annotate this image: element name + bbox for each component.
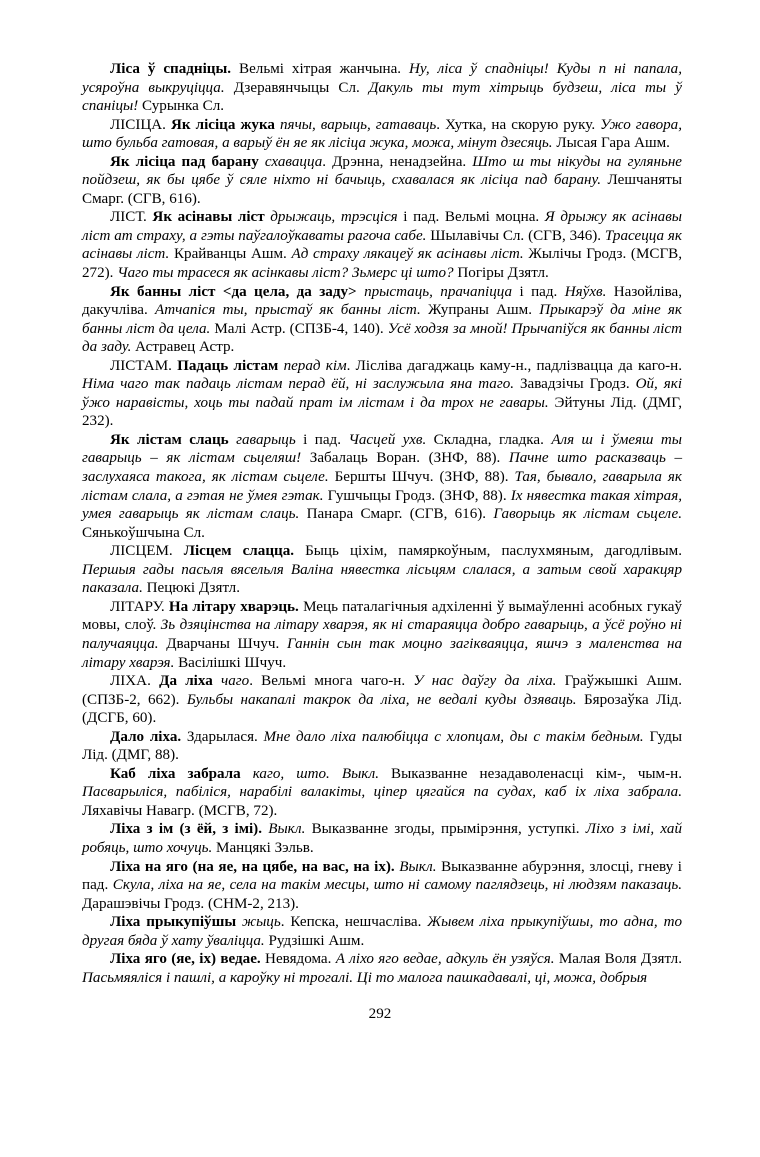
entry-grammar-note: Выкл. xyxy=(394,858,437,875)
entry-grammar-note: каго, што. Выкл. xyxy=(240,765,380,782)
entry-text: . Вельмі многа чаго-н. xyxy=(249,673,414,690)
entry-example: Ганнін сын так моцно загікваяцца, яшчэ з маленства на літару хварэя. xyxy=(82,635,682,671)
dictionary-entry xyxy=(82,913,682,950)
entry-idiom: Ліса ў спадніцы. xyxy=(110,61,232,77)
entry-text: Малая Воля Дзятл. xyxy=(554,951,682,968)
entry-text: . Кепска, нешчасліва. xyxy=(280,914,428,931)
entry-example: Гаворыць як лістам сьцеле. xyxy=(493,506,682,523)
dictionary-entry xyxy=(82,283,682,357)
entry-example: Пасьмяяліся і пашлі, а кароўку ні трогалі. Ці то малога пашкадавалі, ці, можа, добрыя xyxy=(82,969,648,986)
entry-text: Выказванне абурэння, злосці, гневу і пад. xyxy=(82,858,682,894)
entry-headword: ЛІСТАМ. xyxy=(110,357,178,374)
entry-text: Васілішкі Шчуч. xyxy=(174,654,287,671)
entry-example: Прыкарэў да міне як банны ліст да цела. xyxy=(82,302,682,337)
entry-text: і пад. Вельмі моцна. xyxy=(397,209,545,226)
entry-text: Гуды Лід. (ДМГ, 88). xyxy=(82,728,683,764)
entry-example: Аля ш і ўмеяш ты гаварыць – як лістам сьцеляш! xyxy=(82,431,683,467)
entry-grammar-note: чаго xyxy=(212,673,250,690)
entry-text: і пад. xyxy=(512,283,565,300)
entry-example: Мне дало ліха палюбіцца с хлопцам, ды с такім бедным. xyxy=(263,728,644,745)
entry-example: Чаго ты трасеся як асінкавы ліст? Зьмерс ці што? xyxy=(117,265,454,282)
page-text-column xyxy=(82,60,682,987)
entry-grammar-note: дрыжаць, трэсціся xyxy=(264,209,398,226)
entry-text: Лешчаняты Смарг. (СГВ, 616). xyxy=(82,172,682,207)
entry-text: Невядома. xyxy=(260,951,336,968)
entry-headword: ЛІСТ. xyxy=(110,209,153,226)
entry-example: Зь дзяцінства на літару хварэя, як ні стараяцца добро гаварыць, а ўсё роўно ні палучаяцца. xyxy=(82,617,682,652)
entry-text: і пад. xyxy=(295,431,349,448)
entry-text: Гушчыцы Гродз. (ЗНФ, 88). xyxy=(323,487,511,504)
entry-example: Атчапіся ты, прыстаў як банны ліст. xyxy=(155,302,421,319)
dictionary-entry xyxy=(82,153,682,209)
entry-text: Сурынка Сл. xyxy=(138,98,225,115)
entry-headword: ЛІСІЦА. xyxy=(110,116,171,133)
entry-example: Ад страху лякацеў як асінавы ліст. xyxy=(291,246,524,263)
entry-idiom: Падаць лістам xyxy=(177,357,279,374)
entry-example: Тая, бывало, гаварыла як лістам слала, а гэтая не ўмея гэтак. xyxy=(82,469,682,504)
entry-grammar-note: схавацца xyxy=(258,153,323,170)
entry-example: Скула, ліха на яе, села на такім месцы, што ні самому паглядзець, ні людзям паказаць. xyxy=(112,877,682,894)
entry-text: Астравец Астр. xyxy=(131,339,235,356)
entry-idiom: На літару хварэць. xyxy=(168,598,299,615)
dictionary-entry xyxy=(82,116,682,153)
dictionary-entry xyxy=(82,820,682,857)
dictionary-entry xyxy=(82,728,682,765)
entry-example: У нас даўгу да ліха. xyxy=(413,673,557,690)
entry-text: Крайванцы Ашм. xyxy=(169,246,292,263)
dictionary-entry xyxy=(82,431,682,542)
entry-example: Усё ходзя за мной! Прычапіўся як банны ліст да заду. xyxy=(82,320,682,356)
entry-idiom: Як банны ліст <да цела, да заду> xyxy=(110,283,357,300)
entry-example: Ліхо з імі, хай робяць, што хочуць. xyxy=(82,821,683,856)
entry-idiom: Ліха на яго (на яе, на цябе, на вас, на іх). xyxy=(110,858,395,875)
entry-grammar-note: пячы, варыць, гатаваць xyxy=(274,116,437,133)
entry-idiom: Дало ліха. xyxy=(110,728,182,745)
entry-text: Пецюкі Дзятл. xyxy=(142,580,240,597)
entry-text: Граўжышкі Ашм. (СПЗБ-2, 662). xyxy=(82,673,682,708)
dictionary-entry xyxy=(82,357,682,431)
entry-text: Ляхавічы Навагр. (МСГВ, 72). xyxy=(82,802,278,819)
entry-text: Жупраны Ашм. xyxy=(420,302,540,319)
entry-grammar-note: Няўхв. xyxy=(564,283,607,300)
entry-idiom: Да ліха xyxy=(159,673,213,690)
entry-text: Завадзічы Гродз. xyxy=(514,376,636,393)
entry-text: Малі Астр. (СПЗБ-4, 140). xyxy=(210,320,388,337)
entry-grammar-note: Выкл. xyxy=(262,821,306,838)
entry-text: Бярозаўка Лід. (ДСГБ, 60). xyxy=(82,691,682,727)
entry-grammar-note: гаварыць xyxy=(228,431,296,448)
entry-text: Выказванне незадаволенасці кім-, чым-н. xyxy=(379,765,682,782)
dictionary-entry xyxy=(82,765,682,821)
entry-example: Я дрыжу як асінавы ліст ат страху, а гэты паўгалоўкаваты рагоча сабе. xyxy=(82,209,682,244)
entry-idiom: Як асінавы ліст xyxy=(152,209,265,226)
entry-text: Бершты Шчуч. (ЗНФ, 88). xyxy=(328,469,515,486)
dictionary-entry xyxy=(82,950,682,987)
entry-example: Першыя гады пасьля вясельля Валіна нявестка лісьцям слалася, а затым свой харакцяр паказала. xyxy=(82,561,682,597)
entry-headword: ЛІХА. xyxy=(110,673,160,690)
entry-example: Жывем ліха прыкупіўшы, то адна, то другая бяда ў хату ўваліцца. xyxy=(82,914,683,949)
entry-text: Рудзішкі Ашм. xyxy=(264,932,365,949)
dictionary-entry xyxy=(82,672,682,728)
page-number: 292 xyxy=(368,1006,392,1022)
entry-example: Німа чаго так падаць лістам перад ёй, ні заслужыла яна таго. xyxy=(82,376,515,393)
entry-headword: ЛІСЦЕМ. xyxy=(110,543,184,560)
entry-grammar-note: перад кім xyxy=(278,357,347,374)
entry-text: Здарылася. xyxy=(181,728,264,745)
entry-idiom: Ліха яго (яе, іх) ведае. xyxy=(110,951,261,968)
entry-text: Дарашэвічы Гродз. (СНМ-2, 213). xyxy=(82,895,299,912)
entry-text: Шылавічы Сл. (СГВ, 346). xyxy=(426,227,605,244)
entry-example: А ліхо яго ведае, адкуль ён узяўся. xyxy=(335,951,555,968)
entry-text: . Лісліва дагаджаць каму-н., падлізвацца да каго-н. xyxy=(346,357,682,374)
entry-example: Ой, які ўжо наравісты, хоць ты падай прат ім лістам і да трох не гавары. xyxy=(82,376,683,411)
entry-example: Ну, ліса ў спадніцы! Куды п ні папала, усяроўна выкруціцца. xyxy=(82,61,682,96)
entry-text: . Хутка, на скорую руку. xyxy=(436,116,601,133)
entry-example: Пасварыліся, пабіліся, нарабілі валакіты, ціпер цягайся па судах, каб іх ліха забрала. xyxy=(82,784,682,801)
entry-text: Лысая Гара Ашм. xyxy=(552,135,670,152)
entry-text: Жылічы Гродз. (МСГВ, 272). xyxy=(82,246,683,282)
entry-text: Вельмі хітрая жанчына. xyxy=(231,61,410,77)
dictionary-entry xyxy=(82,208,682,282)
entry-idiom: Як лісіца жука xyxy=(170,116,275,133)
entry-text: Панара Смарг. (СГВ, 616). xyxy=(299,506,494,523)
entry-example: Іх нявестка такая хітрая, умея гаварыць як лістам слаць. xyxy=(82,487,682,523)
entry-idiom: Ліха прыкупіўшы xyxy=(110,914,237,931)
entry-text: Дварчаны Шчуч. xyxy=(158,635,287,652)
dictionary-entry xyxy=(82,542,682,598)
entry-text: Погіры Дзятл. xyxy=(453,265,549,282)
entry-text: Сянькоўшчына Сл. xyxy=(82,524,205,541)
dictionary-entry xyxy=(82,598,682,672)
entry-example: Бульбы накапалі такрок да ліха, не ведалі куды дзяваць. xyxy=(186,691,577,708)
entry-grammar-note: Часцей ухв. xyxy=(348,431,427,448)
entry-text: Эйтуны Лід. (ДМГ, 232). xyxy=(82,394,682,430)
entry-example: Дакуль ты тут хітрыць будзеш, ліса ты ў спаніцы! xyxy=(82,79,682,115)
entry-text: Выказванне згоды, прымірэння, уступкі. xyxy=(305,821,586,838)
entry-text: Мець паталагічныя адхіленні ў вымаўленні асобных гукаў мовы, слоў. xyxy=(82,598,683,634)
entry-idiom: Лісцем слацца. xyxy=(183,543,295,560)
entry-grammar-note: жыць xyxy=(236,914,281,931)
entry-text: Забалаць Воран. (ЗНФ, 88). xyxy=(301,450,509,467)
entry-text: Дзеравянчыцы Сл. xyxy=(224,79,369,96)
entry-example: Ужо гавора, што бульба гатовая, а варыў ён яе як лісіца жука, можа, мінут дзесяць. xyxy=(82,116,682,152)
entry-headword: ЛІТАРУ. xyxy=(110,598,169,615)
entry-example: Трасецца як асінавы ліст. xyxy=(82,227,682,263)
entry-grammar-note: прыстаць, прачапіцца xyxy=(356,283,513,300)
entry-example: Пачне што расказваць – заслухаяса такога, як лістам сьцеле. xyxy=(82,450,683,486)
entry-text: Складна, гладка. xyxy=(426,431,552,448)
entry-idiom: Як лісіца пад барану xyxy=(110,153,259,170)
dictionary-entry xyxy=(82,858,682,914)
entry-idiom: Як лістам слаць xyxy=(110,431,229,448)
entry-idiom: Ліха з ім (з ёй, з імі). xyxy=(110,821,262,838)
entry-text: . Дрэнна, ненадзейна. xyxy=(322,153,473,170)
dictionary-entry xyxy=(82,60,682,116)
entry-text: Быць ціхім, памяркоўным, паслухмяным, дагодлівым. xyxy=(294,543,682,560)
entry-text: Манцякі Зэльв. xyxy=(212,839,314,856)
entry-idiom: Каб ліха забрала xyxy=(110,765,241,782)
entry-text: Назойліва, дакучліва. xyxy=(82,283,683,319)
entry-example: Што ш ты нікуды на гуляньне пойдзеш, як бы цябе ў сяле ніхто ні бачыць, схавалася як лісіца пад барану. xyxy=(82,153,683,189)
